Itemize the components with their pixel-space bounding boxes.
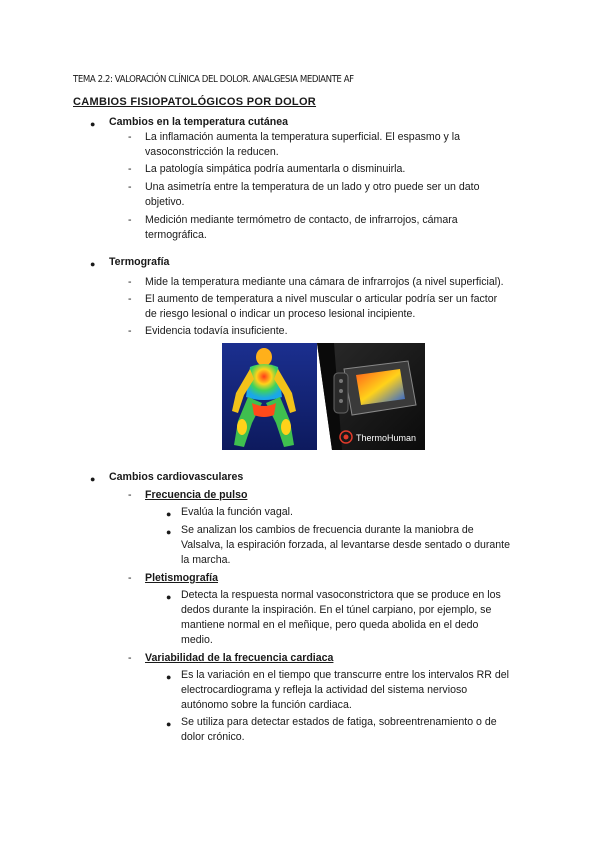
bullet-icon: ● bbox=[90, 259, 96, 269]
document-header: TEMA 2.2: VALORACIÓN CLÍNICA DEL DOLOR. ANALGESIA MEDIANTE AF bbox=[73, 74, 354, 85]
pulse-item-2-line-2: Valsalva, la espiración forzada, al levantarse desde sentado o durante bbox=[181, 539, 511, 551]
pleth-title: Pletismografía bbox=[145, 572, 219, 584]
pleth-item-1-line-4: medio. bbox=[181, 634, 213, 646]
temp-item-3-line-2: objetivo. bbox=[145, 196, 185, 208]
temp-item-2: La patología simpática podría aumentarla o disminuirla. bbox=[145, 163, 406, 175]
temp-item-1-line-2: vasoconstricción la reducen. bbox=[145, 146, 279, 158]
cardio-heading: Cambios cardiovasculares bbox=[109, 471, 244, 483]
dash-icon: - bbox=[128, 652, 132, 664]
temp-item-1-line-1: La inflamación aumenta la temperatura superficial. El espasmo y la bbox=[145, 131, 461, 143]
dash-icon: - bbox=[128, 489, 132, 501]
dash-icon: - bbox=[128, 293, 132, 305]
bullet-icon: ● bbox=[166, 509, 172, 519]
pleth-item-1-line-3: mantiene normal en el meñique, pero queda abolida en el dedo bbox=[181, 619, 479, 631]
termo-heading: Termografía bbox=[109, 256, 170, 268]
hrv-item-2-line-1: Se utiliza para detectar estados de fatiga, sobreentrenamiento o de bbox=[181, 716, 497, 728]
pulse-item-1: Evalúa la función vagal. bbox=[181, 506, 293, 518]
pleth-item-1-line-1: Detecta la respuesta normal vasoconstrictora que se produce en los bbox=[181, 589, 501, 601]
dash-icon: - bbox=[128, 131, 132, 143]
dash-icon: - bbox=[128, 572, 132, 584]
bullet-icon: ● bbox=[90, 474, 96, 484]
dash-icon: - bbox=[128, 181, 132, 193]
hrv-item-1-line-3: autónomo sobre la función cardiaca. bbox=[181, 699, 352, 711]
hrv-item-2-line-2: dolor crónico. bbox=[181, 731, 245, 743]
hrv-item-1-line-2: electrocardiograma y refleja la actividad del sistema nervioso bbox=[181, 684, 468, 696]
dash-icon: - bbox=[128, 214, 132, 226]
termo-item-3: Evidencia todavía insuficiente. bbox=[145, 325, 288, 337]
bullet-icon: ● bbox=[166, 719, 172, 729]
thermography-image bbox=[222, 343, 425, 450]
dash-icon: - bbox=[128, 276, 132, 288]
thermal-camera bbox=[334, 361, 416, 415]
bullet-icon: ● bbox=[166, 527, 172, 537]
temp-item-4-line-2: termográfica. bbox=[145, 229, 207, 241]
hrv-item-1-line-1: Es la variación en el tiempo que transcurre entre los intervalos RR del bbox=[181, 669, 509, 681]
temp-heading: Cambios en la temperatura cutánea bbox=[109, 116, 288, 128]
dash-icon: - bbox=[128, 325, 132, 337]
temp-item-3-line-1: Una asimetría entre la temperatura de un lado y otro puede ser un dato bbox=[145, 181, 480, 193]
termo-item-1: Mide la temperatura mediante una cámara de infrarrojos (a nivel superficial). bbox=[145, 276, 504, 288]
termo-item-2-line-2: de riesgo lesional o indicar un proceso lesional incipiente. bbox=[145, 308, 416, 320]
thermohuman-logo-text: ThermoHuman bbox=[356, 433, 417, 443]
dash-icon: - bbox=[128, 163, 132, 175]
termo-item-2-line-1: El aumento de temperatura a nivel muscular o articular podría ser un factor bbox=[145, 293, 498, 305]
temp-item-4-line-1: Medición mediante termómetro de contacto, de infrarrojos, cámara bbox=[145, 214, 458, 226]
pulse-title: Frecuencia de pulso bbox=[145, 489, 248, 501]
pleth-item-1-line-2: dedos durante la inspiración. En el túnel carpiano, por ejemplo, se bbox=[181, 604, 492, 616]
section-title: CAMBIOS FISIOPATOLÓGICOS POR DOLOR bbox=[73, 96, 317, 108]
pulse-item-2-line-3: la marcha. bbox=[181, 554, 231, 566]
bullet-icon: ● bbox=[90, 119, 96, 129]
bullet-icon: ● bbox=[166, 672, 172, 682]
hrv-title: Variabilidad de la frecuencia cardiaca bbox=[145, 652, 334, 664]
bullet-icon: ● bbox=[166, 592, 172, 602]
pulse-item-2-line-1: Se analizan los cambios de frecuencia durante la maniobra de bbox=[181, 524, 474, 536]
